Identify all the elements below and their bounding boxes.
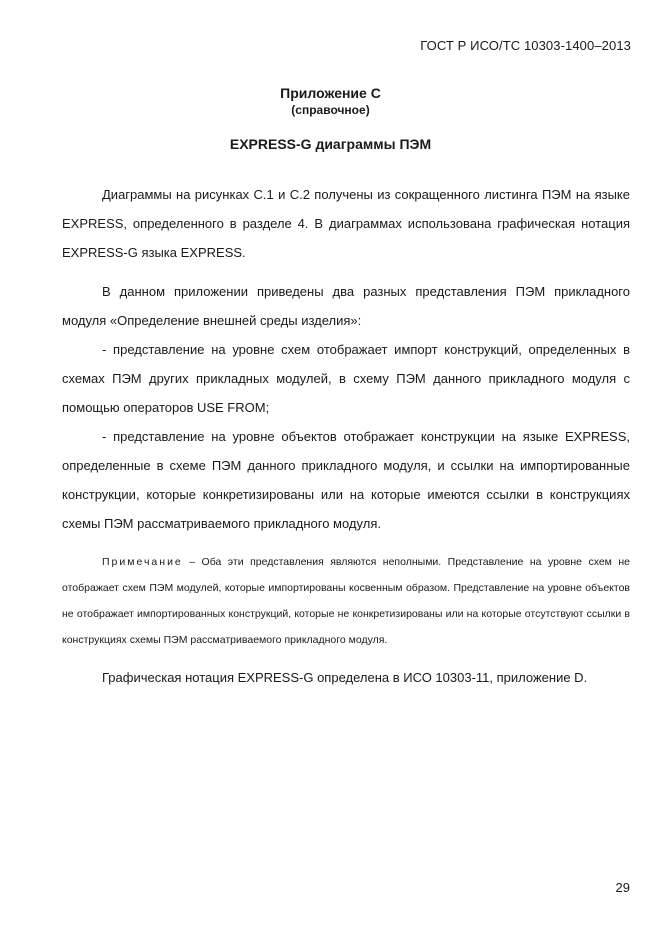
note <box>62 549 630 653</box>
note-text: – Оба эти представления являются неполными. Представление на уровне схем не отображает схем ПЭМ модулей, которые импортированы косвенным образом. Представление на уровне объектов не отображает импортированных конструкций, которые не конкретизированы или на которые отсутствуют ссылки в конструкциях схемы ПЭМ рассматриваемого прикладного модуля. <box>62 556 630 646</box>
paragraph-representations: В данном приложении приведены два разных представления ПЭМ прикладного модуля «Определение внешней среды изделия»: <box>62 284 630 328</box>
note-label: Примечание <box>102 556 183 568</box>
annex-title: Приложение С <box>280 85 381 101</box>
document-code: ГОСТ Р ИСО/ТС 10303-1400–2013 <box>420 38 631 53</box>
list-item-schema-level: - представление на уровне схем отображает импорт конструкций, определенных в схемах ПЭМ других прикладных модулей, в схему ПЭМ данного прикладного модуля с помощью операторов USE FROM; <box>62 342 630 415</box>
paragraph-notation: Графическая нотация EXPRESS-G определена в ИСО 10303-11, приложение D. <box>102 670 588 685</box>
list-item-object-level: - представление на уровне объектов отображает конструкции на языке EXPRESS, определенные в схеме ПЭМ данного прикладного модуля, и ссылки на импортированные конструкции, которые конкретизированы или на которые имеются ссылки в конструкциях схемы ПЭМ рассматриваемого прикладного модуля. <box>62 429 630 531</box>
document-body <box>62 180 630 692</box>
page-number: 29 <box>615 880 630 895</box>
paragraph-diagrams: Диаграммы на рисунках С.1 и С.2 получены из сокращенного листинга ПЭМ на языке EXPRESS, определенного в разделе 4. В диаграммах использована графическая нотация EXPRESS-G языка EXPRESS. <box>62 187 630 260</box>
section-title: EXPRESS-G диаграммы ПЭМ <box>229 136 432 152</box>
annex-subtitle: (справочное) <box>291 103 370 117</box>
